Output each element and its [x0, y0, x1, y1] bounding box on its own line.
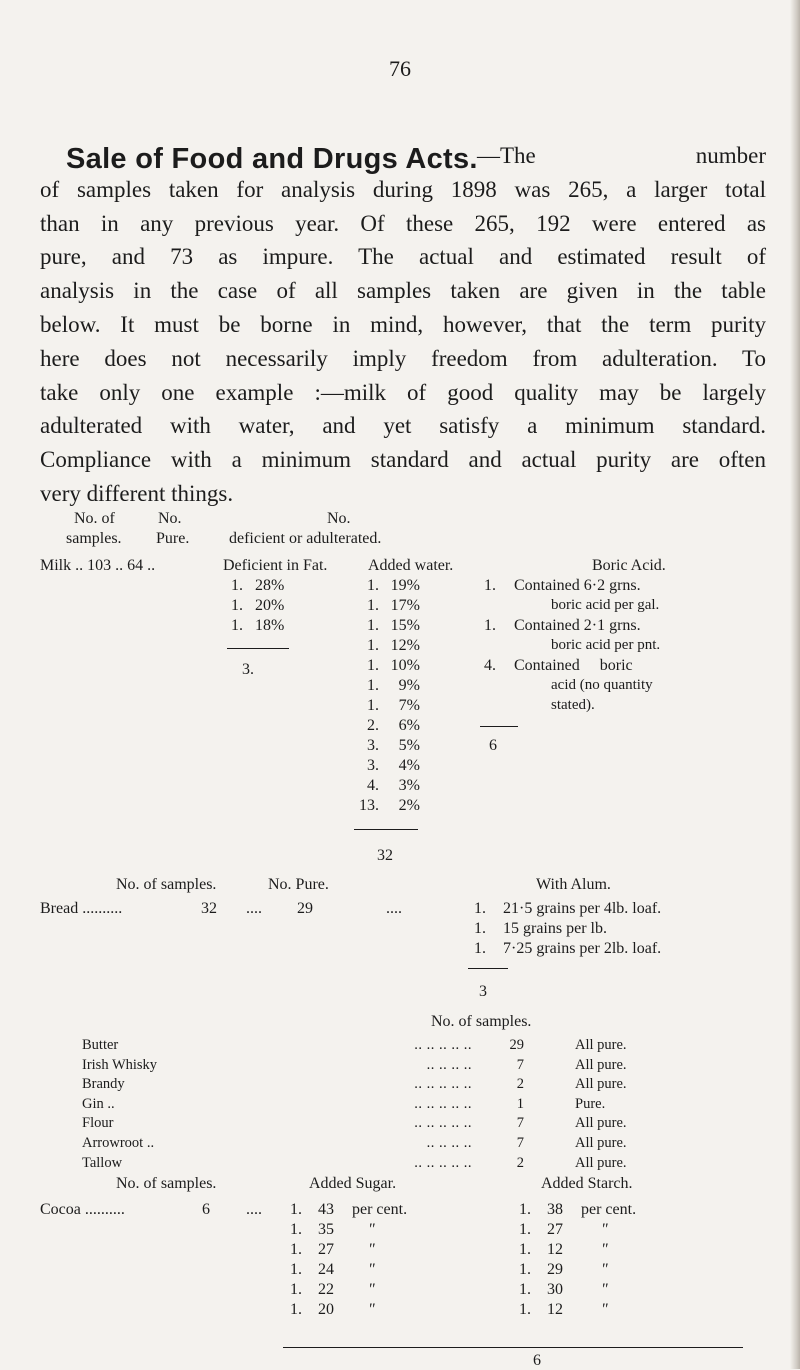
section-heading: Sale of Food and Drugs Acts. — [66, 143, 478, 175]
milk-row-label: Milk .. 103 .. 64 .. — [40, 557, 156, 574]
milk-header-no-2: No. — [327, 510, 351, 527]
bread-pure: 29 — [297, 900, 313, 917]
water-percent: 2% — [398, 797, 420, 814]
starch-count: 1. — [519, 1221, 531, 1238]
article-status: All pure. — [575, 1135, 627, 1151]
sugar-count: 1. — [290, 1261, 302, 1278]
paragraph-line: analysis in the case of all samples taken are given in the table — [40, 278, 766, 304]
water-percent: 15% — [390, 617, 420, 634]
dot-leader: .. .. .. .. — [426, 1056, 472, 1073]
bread-total: 3 — [479, 983, 487, 1000]
cocoa-leader: .... — [246, 1201, 262, 1218]
boric-description: Contained 6·2 grns. — [514, 577, 641, 594]
starch-count: 1. — [519, 1281, 531, 1298]
page-number: 76 — [389, 56, 411, 81]
fat-percent: 18% — [255, 617, 285, 634]
boric-description: stated). — [551, 697, 595, 713]
water-percent: 7% — [398, 697, 420, 714]
article-name: Butter — [82, 1037, 119, 1053]
article-samples: 7 — [516, 1056, 524, 1073]
cocoa-samples: 6 — [202, 1201, 210, 1218]
alum-count: 1. — [474, 900, 486, 917]
starch-count: 1. — [519, 1201, 531, 1218]
water-percent: 12% — [390, 637, 420, 654]
bread-header-samples: No. of samples. — [116, 876, 217, 893]
article-name: Tallow — [82, 1154, 123, 1171]
water-count: 3. — [367, 737, 379, 754]
starch-count: 1. — [519, 1261, 531, 1278]
article-status: All pure. — [575, 1037, 627, 1053]
milk-header-deficient: deficient or adulterated. — [229, 530, 382, 547]
article-samples: 29 — [509, 1037, 524, 1053]
article-samples: 7 — [516, 1135, 524, 1151]
sugar-percent: 43 — [318, 1201, 334, 1218]
starch-percent: 29 — [547, 1261, 563, 1278]
sugar-percent: 35 — [318, 1221, 334, 1238]
water-count: 3. — [367, 757, 379, 774]
ditto-mark: " — [601, 1261, 608, 1278]
water-percent: 3% — [398, 777, 420, 794]
cocoa-header-sugar: Added Sugar. — [309, 1175, 397, 1192]
fat-count: 1. — [231, 577, 243, 594]
article-samples: 1 — [516, 1095, 524, 1112]
boric-total: 6 — [489, 737, 497, 754]
sugar-percent: 20 — [318, 1301, 334, 1318]
fat-total-rule — [227, 648, 289, 649]
milk-col-boric: Boric Acid. — [592, 557, 666, 574]
article-samples: 7 — [516, 1115, 524, 1132]
boric-description: Contained 2·1 grns. — [514, 617, 641, 634]
sugar-count: 1. — [290, 1301, 302, 1318]
water-count: 1. — [367, 597, 379, 614]
article-name: Irish Whisky — [82, 1056, 158, 1073]
paragraph-line: adulterated with water, and yet satisfy a minimum standard. — [40, 413, 766, 439]
dot-leader: .. .. .. .. .. — [414, 1037, 472, 1053]
starch-percent: 27 — [547, 1221, 563, 1238]
water-count: 1. — [367, 617, 379, 634]
ditto-mark: " — [368, 1221, 375, 1238]
fat-total: 3. — [242, 661, 254, 678]
milk-header-no-of: No. of — [74, 510, 115, 527]
article-samples: 2 — [516, 1076, 524, 1093]
water-total: 32 — [377, 847, 393, 864]
water-count: 13. — [359, 797, 379, 814]
cocoa-header-samples: No. of samples. — [116, 1175, 217, 1192]
water-count: 1. — [367, 577, 379, 594]
paragraph-line: Compliance with a minimum standard and actual purity are often — [40, 447, 766, 473]
starch-percent: 30 — [547, 1281, 563, 1298]
article-status: All pure. — [575, 1115, 627, 1132]
ditto-mark: " — [601, 1281, 608, 1298]
alum-description: 21·5 grains per 4lb. loaf. — [503, 900, 662, 917]
ditto-mark: " — [601, 1241, 608, 1258]
sugar-count: 1. — [290, 1201, 302, 1218]
water-percent: 19% — [390, 577, 420, 594]
bread-samples: 32 — [201, 900, 217, 917]
others-header: No. of samples. — [431, 1013, 532, 1030]
boric-description: Contained boric — [514, 657, 633, 674]
cocoa-bottom-rule — [283, 1347, 743, 1348]
starch-percent: 38 — [547, 1201, 563, 1218]
sugar-count: 1. — [290, 1281, 302, 1298]
cocoa-header-starch: Added Starch. — [541, 1175, 633, 1192]
starch-count: 1. — [519, 1301, 531, 1318]
page-edge-shadow — [790, 0, 800, 1369]
boric-count: 4. — [484, 657, 496, 674]
paragraph-line: below. It must be borne in mind, however, that the term purity — [40, 311, 766, 337]
water-count: 1. — [367, 697, 379, 714]
water-percent: 10% — [390, 657, 420, 674]
fat-percent: 20% — [255, 597, 285, 614]
bread-leader: .... — [246, 900, 262, 917]
alum-description: 7·25 grains per 2lb. loaf. — [503, 940, 662, 957]
article-name: Brandy — [82, 1076, 125, 1093]
article-status: All pure. — [575, 1076, 627, 1093]
sugar-count: 1. — [290, 1241, 302, 1258]
water-percent: 5% — [398, 737, 420, 754]
boric-description: boric acid per gal. — [551, 597, 660, 613]
sugar-count: 1. — [290, 1221, 302, 1238]
article-name: Flour — [82, 1115, 114, 1132]
fat-count: 1. — [231, 597, 243, 614]
water-percent: 17% — [390, 597, 420, 614]
intro-paragraph — [40, 139, 766, 511]
starch-unit: per cent. — [581, 1201, 637, 1218]
water-count: 4. — [367, 777, 379, 794]
starch-percent: 12 — [547, 1241, 563, 1258]
milk-header-samples: samples. — [66, 530, 122, 547]
boric-description: acid (no quantity — [551, 677, 653, 693]
water-count: 2. — [367, 717, 379, 734]
bread-leader: .... — [386, 900, 402, 917]
bread-total-rule — [468, 968, 508, 969]
dot-leader: .. .. .. .. .. — [414, 1115, 472, 1132]
sugar-unit: per cent. — [352, 1201, 408, 1218]
starch-percent: 12 — [547, 1301, 563, 1318]
paragraph-line: very different things. — [40, 480, 234, 506]
article-status: All pure. — [575, 1154, 627, 1171]
article-samples: 2 — [516, 1154, 524, 1171]
alum-count: 1. — [474, 920, 486, 937]
milk-header-no: No. — [158, 510, 182, 527]
paragraph-line: of samples taken for analysis during 1898 was 265, a larger total — [40, 176, 766, 202]
milk-header-pure: Pure. — [156, 530, 190, 547]
water-percent: 4% — [398, 757, 420, 774]
boric-count: 1. — [484, 617, 496, 634]
article-status: All pure. — [575, 1056, 627, 1073]
fat-count: 1. — [231, 617, 243, 634]
ditto-mark: " — [368, 1261, 375, 1278]
ditto-mark: " — [601, 1221, 608, 1238]
ditto-mark: " — [368, 1301, 375, 1318]
alum-description: 15 grains per lb. — [503, 920, 607, 937]
article-name: Gin .. — [82, 1095, 115, 1112]
boric-description: boric acid per pnt. — [551, 637, 661, 653]
dot-leader: .. .. .. .. .. — [414, 1076, 472, 1093]
sugar-percent: 22 — [318, 1281, 334, 1298]
paragraph-line: pure, and 73 as impure. The actual and estimated result of — [40, 244, 766, 270]
article-status: Pure. — [575, 1095, 606, 1112]
water-count: 1. — [367, 657, 379, 674]
boric-count: 1. — [484, 577, 496, 594]
cocoa-label: Cocoa .......... — [40, 1201, 125, 1218]
sugar-percent: 27 — [318, 1241, 334, 1258]
article-name: Arrowroot .. — [82, 1135, 155, 1151]
ditto-mark: " — [368, 1241, 375, 1258]
printer-signature: 6 — [533, 1352, 541, 1369]
starch-count: 1. — [519, 1241, 531, 1258]
bread-label: Bread .......... — [40, 900, 123, 917]
paragraph-line: here does not necessarily imply freedom from adulteration. To — [40, 345, 766, 371]
milk-col-fat: Deficient in Fat. — [223, 557, 328, 574]
sugar-percent: 24 — [318, 1261, 334, 1278]
water-count: 1. — [367, 637, 379, 654]
fat-percent: 28% — [255, 577, 285, 594]
water-count: 1. — [367, 677, 379, 694]
water-percent: 9% — [398, 677, 420, 694]
water-total-rule — [354, 829, 418, 830]
bread-header-pure: No. Pure. — [268, 876, 329, 893]
water-percent: 6% — [398, 717, 420, 734]
dot-leader: .. .. .. .. — [426, 1135, 472, 1151]
dot-leader: .. .. .. .. .. — [414, 1095, 472, 1112]
ditto-mark: " — [368, 1281, 375, 1298]
alum-count: 1. — [474, 940, 486, 957]
ditto-mark: " — [601, 1301, 608, 1318]
bread-header-alum: With Alum. — [536, 876, 611, 893]
milk-col-water: Added water. — [368, 557, 454, 574]
dot-leader: .. .. .. .. .. — [414, 1154, 472, 1171]
boric-total-rule — [480, 726, 518, 727]
paragraph-line: take only one example :—milk of good quality may be largely — [40, 379, 766, 405]
paragraph-line: —The number — [477, 143, 766, 168]
paragraph-line: than in any previous year. Of these 265, 192 were entered as — [40, 210, 766, 236]
